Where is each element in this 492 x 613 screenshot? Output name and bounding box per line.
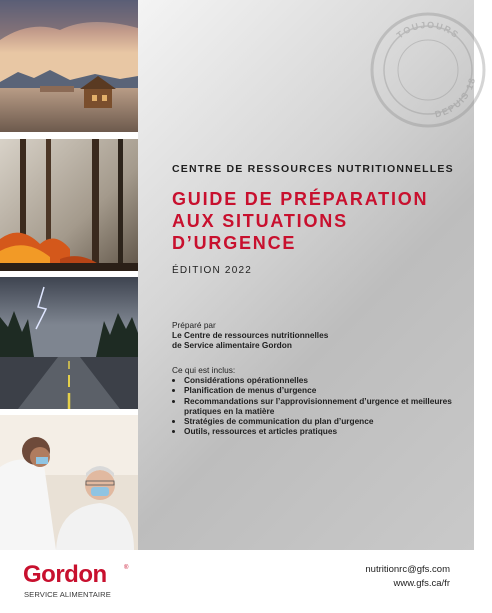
photo-column [0,0,138,550]
includes-block [172,365,470,436]
wildfire-forest-photo [0,139,138,271]
svg-text:TOUJOURS: TOUJOURS [394,19,462,41]
includes-list [172,375,470,436]
prepared-by-org-line: de Service alimentaire Gordon [172,340,292,351]
kicker-heading: CENTRE DE RESSOURCES NUTRITIONNELLES [172,163,454,175]
prepared-by-block [172,320,467,351]
title-line: D’URGENCE [172,233,297,253]
storm-road-photo [0,277,138,409]
contact-block [365,563,450,591]
list-item: • Outils, ressources et articles pratiques [184,426,470,436]
prepared-by-label: Préparé par [172,320,216,330]
page-title [172,188,472,254]
prepared-by-org-line: Le Centre de ressources nutritionnelles [172,330,329,341]
email-link[interactable]: nutritionrc@gfs.com [365,564,450,575]
website-link[interactable]: www.gfs.ca/fr [393,578,450,589]
svg-text:DEPUIS 18: DEPUIS 18 [433,75,478,120]
title-line: GUIDE DE PRÉPARATION [172,189,429,209]
list-item: • Planification de menus d’urgence [184,385,470,395]
seal-watermark-icon [364,6,492,134]
logo-subtitle: SERVICE ALIMENTAIRE [24,590,111,599]
footer [0,550,474,613]
list-item: • Stratégies de communication du plan d’urgence [184,416,470,426]
includes-label: Ce qui est inclus: [172,365,236,375]
flooded-house-photo [0,0,138,132]
list-item: • Recommandations sur l’approvisionnement d’urgence et meilleures pratiques en la matière [184,396,470,416]
title-line: AUX SITUATIONS [172,211,348,231]
healthcare-worker-elderly-patient-photo [0,415,138,550]
edition-label: ÉDITION 2022 [172,265,252,276]
gordon-logo [23,562,133,602]
logo-wordmark: Gordon [23,561,107,588]
list-item: • Considérations opérationnelles [184,375,470,385]
registered-mark: ® [124,565,129,571]
